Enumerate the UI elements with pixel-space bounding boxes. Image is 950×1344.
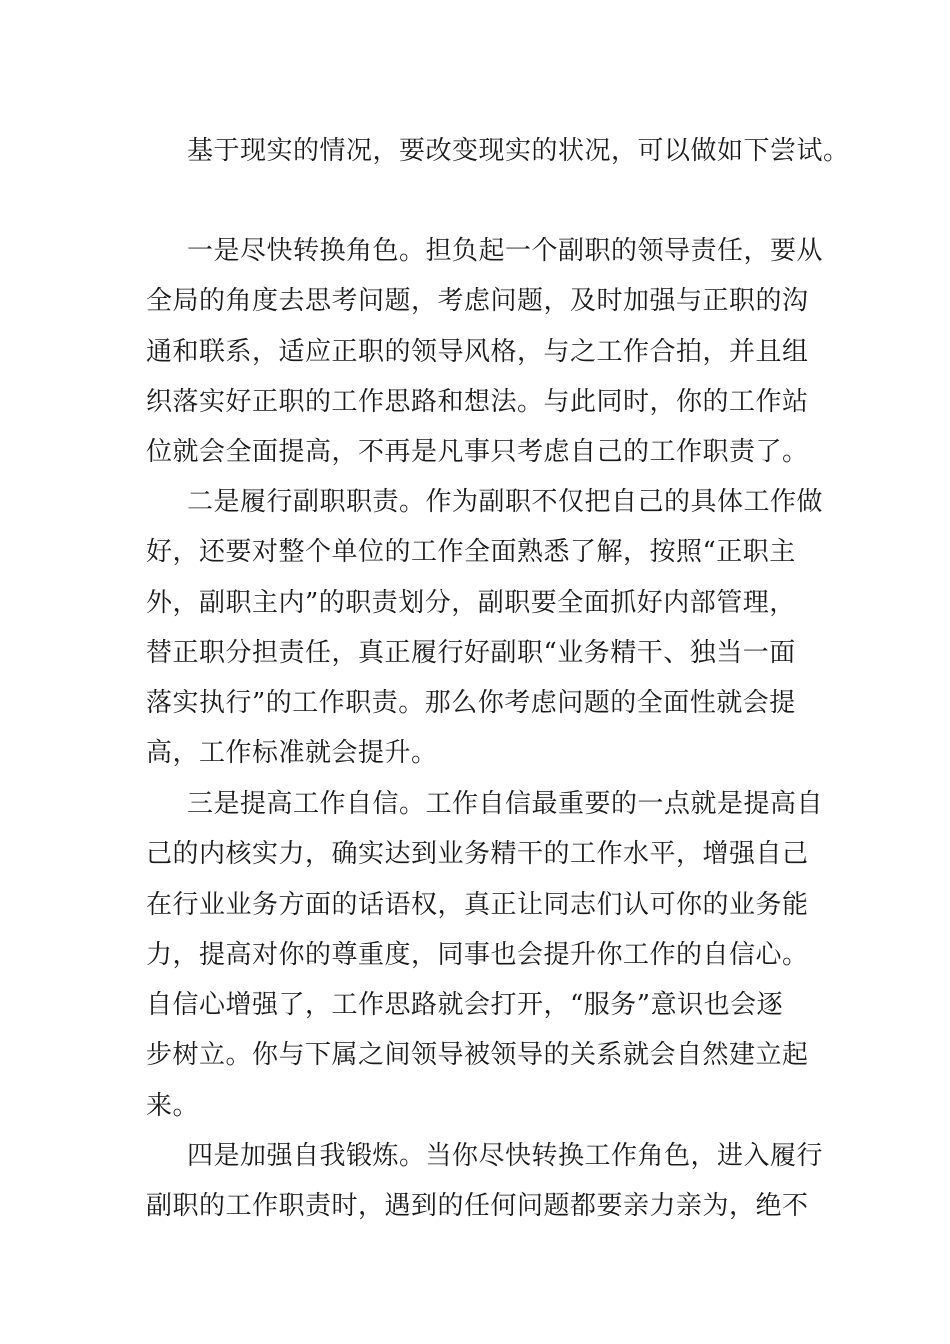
paragraph-line: 来。 <box>146 1090 200 1121</box>
paragraph-line: 全局的角度去思考问题，考虑问题，及时加强与正职的沟 <box>146 286 809 317</box>
intro-line: 基于现实的情况，要改变现实的状况，可以做如下尝试。 <box>187 136 850 166</box>
paragraph-line: 替正职分担责任，真正履行好副职“业务精干、独当一面 <box>146 637 796 668</box>
paragraph-line: 三是提高工作自信。工作自信最重要的一点就是提高自 <box>187 789 824 819</box>
paragraph-line: 力，提高对你的尊重度，同事也会提升你工作的自信心。 <box>146 939 809 970</box>
paragraph-3 <box>0 779 950 1131</box>
paragraph-2 <box>0 477 950 779</box>
paragraph-line: 外，副职主内”的职责划分，副职要全面抓好内部管理， <box>146 587 796 618</box>
paragraph-1 <box>0 226 950 477</box>
paragraph-4 <box>0 1131 950 1232</box>
paragraph-line: 织落实好正职的工作思路和想法。与此同时，你的工作站 <box>146 386 809 417</box>
paragraph-line: 好，还要对整个单位的工作全面熟悉了解，按照“正职主 <box>146 537 796 568</box>
paragraph-line: 位就会全面提高，不再是凡事只考虑自己的工作职责了。 <box>146 437 809 468</box>
intro-paragraph <box>0 126 950 176</box>
paragraph-line: 通和联系，适应正职的领导风格，与之工作合拍，并且组 <box>146 336 809 367</box>
paragraph-line: 高，工作标准就会提升。 <box>146 738 438 769</box>
paragraph-line: 步树立。你与下属之间领导被领导的关系就会自然建立起 <box>146 1040 809 1071</box>
paragraph-line: 四是加强自我锻炼。当你尽快转换工作角色，进入履行 <box>187 1141 824 1171</box>
paragraph-line: 己的内核实力，确实达到业务精干的工作水平，增强自己 <box>146 839 809 870</box>
paragraph-line: 一是尽快转换角色。担负起一个副职的领导责任，要从 <box>187 236 824 266</box>
paragraph-line: 自信心增强了，工作思路就会打开，“服务”意识也会逐 <box>146 990 784 1021</box>
paragraph-line: 落实执行”的工作职责。那么你考虑问题的全面性就会提 <box>146 688 796 719</box>
paragraph-line: 二是履行副职职责。作为副职不仅把自己的具体工作做 <box>187 487 824 517</box>
paragraph-line: 在行业业务方面的话语权，真正让同志们认可你的业务能 <box>146 889 809 920</box>
paragraph-line: 副职的工作职责时，遇到的任何问题都要亲力亲为，绝不 <box>146 1191 809 1222</box>
